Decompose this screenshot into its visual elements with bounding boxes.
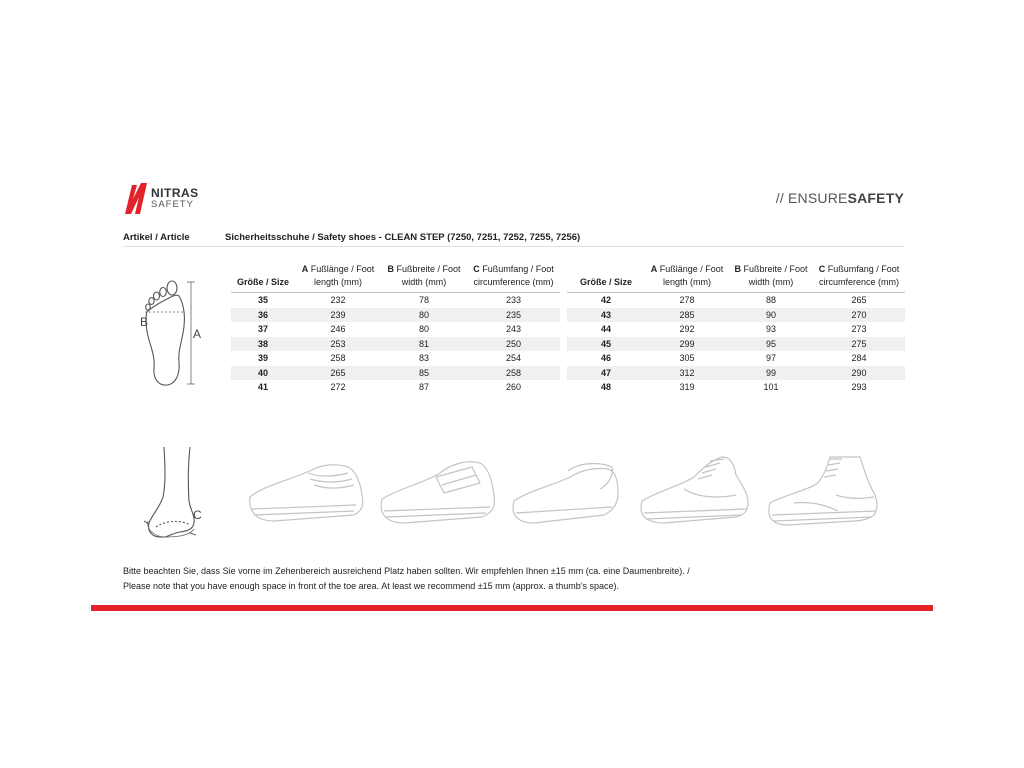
cell-width: 93 xyxy=(765,324,776,334)
toe-icon xyxy=(160,288,167,297)
cell-length: 319 xyxy=(679,382,695,392)
tagline xyxy=(776,190,904,206)
table-row xyxy=(231,380,560,395)
size-note xyxy=(123,564,690,594)
header-a: A Fußlänge / Foot length (mm) xyxy=(645,263,729,293)
note-de: Bitte beachten Sie, dass Sie vorne im Zehenbereich ausreichend Platz haben sollten. Wir empfehlen Ihnen ±15 mm (ca. eine Daumenbreite). / xyxy=(123,566,690,576)
cell-width: 85 xyxy=(381,366,467,381)
cell-length: 239 xyxy=(295,308,381,323)
article-value: Sicherheitsschuhe / Safety shoes - CLEAN STEP (7250, 7251, 7252, 7255, 7256) xyxy=(225,232,581,243)
cell-width: 83 xyxy=(418,353,429,363)
cell-circumference: 293 xyxy=(851,382,867,392)
brand-name: NITRAS xyxy=(151,186,199,200)
foot-sole-diagram xyxy=(133,278,211,390)
table-row xyxy=(567,308,905,323)
cell-length: 312 xyxy=(645,366,729,381)
brand-logo xyxy=(123,181,213,215)
tagline-bold: SAFETY xyxy=(847,190,904,206)
cell-circumference: 275 xyxy=(813,337,905,352)
cell-length: 278 xyxy=(679,295,695,305)
cell-width: 90 xyxy=(729,308,813,323)
cell-length: 285 xyxy=(645,308,729,323)
shoe-gallery xyxy=(244,455,904,540)
table-row xyxy=(231,337,560,352)
cell-length: 258 xyxy=(330,353,346,363)
label-c: C xyxy=(193,508,202,522)
cell-circumference: 254 xyxy=(505,353,522,363)
cell-circumference: 258 xyxy=(467,366,560,381)
lace-up-shoe-icon xyxy=(641,457,748,523)
cell-circumference: 265 xyxy=(851,295,867,305)
article-row xyxy=(123,232,905,247)
article-label: Artikel / Article xyxy=(123,232,190,243)
table-row xyxy=(231,293,560,308)
cell-length: 292 xyxy=(679,324,695,334)
cell-length: 232 xyxy=(330,295,346,305)
nitras-logo-mark xyxy=(123,181,149,215)
table-row xyxy=(231,322,560,337)
cell-width: 101 xyxy=(763,382,779,392)
toe-icon xyxy=(154,292,160,300)
tagline-prefix: // ENSURE xyxy=(775,190,848,206)
table-row xyxy=(567,337,905,352)
header-b: B Fußbreite / Foot width (mm) xyxy=(729,263,813,293)
cell-length: 253 xyxy=(295,337,381,352)
cell-circumference: 233 xyxy=(505,295,522,305)
cell-size: 41 xyxy=(257,382,268,392)
cell-width: 81 xyxy=(381,337,467,352)
cell-length: 265 xyxy=(295,366,381,381)
cell-width: 87 xyxy=(418,382,429,392)
slip-on-shoe-icon xyxy=(250,465,363,521)
cell-length: 272 xyxy=(330,382,346,392)
cell-size: 35 xyxy=(257,295,268,305)
header-c: C Fußumfang / Foot circumference (mm) xyxy=(467,263,560,293)
toe-icon xyxy=(149,298,154,305)
label-b: B xyxy=(140,315,149,329)
footer-red-bar xyxy=(91,605,933,611)
header-size: Größe / Size xyxy=(231,263,295,293)
cell-size: 36 xyxy=(231,308,295,323)
table-row xyxy=(231,366,560,381)
cell-size: 44 xyxy=(600,324,611,334)
cell-width: 80 xyxy=(418,324,429,334)
cell-size: 37 xyxy=(257,324,268,334)
cell-circumference: 284 xyxy=(851,353,867,363)
header-a: A Fußlänge / Foot length (mm) xyxy=(295,263,381,293)
cell-size: 48 xyxy=(600,382,611,392)
cell-circumference: 270 xyxy=(813,308,905,323)
cell-width: 99 xyxy=(729,366,813,381)
cell-length: 246 xyxy=(330,324,346,334)
cell-length: 305 xyxy=(679,353,695,363)
cell-size: 46 xyxy=(600,353,611,363)
cell-circumference: 235 xyxy=(467,308,560,323)
header-c: C Fußumfang / Foot circumference (mm) xyxy=(813,263,905,293)
label-a: A xyxy=(193,327,202,341)
cell-circumference: 273 xyxy=(851,324,867,334)
cell-width: 97 xyxy=(765,353,776,363)
table-row xyxy=(567,351,905,366)
table-row xyxy=(231,351,560,366)
brand-sub: SAFETY xyxy=(151,199,194,210)
table-row xyxy=(567,322,905,337)
cell-width: 78 xyxy=(418,295,429,305)
table-header-row xyxy=(567,263,905,293)
cell-size: 47 xyxy=(567,366,645,381)
cell-size: 45 xyxy=(567,337,645,352)
cell-length: 299 xyxy=(645,337,729,352)
cell-size: 38 xyxy=(231,337,295,352)
toe-big-icon xyxy=(167,281,177,295)
clog-shoe-icon xyxy=(513,464,618,523)
cell-width: 80 xyxy=(381,308,467,323)
strap-shoe-icon xyxy=(381,462,494,523)
ankle-boot-icon xyxy=(769,457,877,525)
size-table-right xyxy=(567,263,905,395)
cell-circumference: 290 xyxy=(813,366,905,381)
cell-size: 40 xyxy=(231,366,295,381)
table-row xyxy=(231,308,560,323)
foot-side-diagram xyxy=(138,445,214,545)
table-row xyxy=(567,366,905,381)
table-header-row xyxy=(231,263,560,293)
cell-size: 39 xyxy=(257,353,268,363)
table-row xyxy=(567,293,905,308)
size-table-left xyxy=(231,263,560,395)
note-en: Please note that you have enough space in front of the toe area. At least we recommend ±15 mm (approx. a thumb’s space). xyxy=(123,581,620,591)
cell-size: 42 xyxy=(600,295,611,305)
cell-circumference: 243 xyxy=(505,324,522,334)
cell-circumference: 260 xyxy=(505,382,522,392)
table-row xyxy=(567,380,905,395)
cell-size: 43 xyxy=(567,308,645,323)
cell-width: 88 xyxy=(765,295,776,305)
header-size: Größe / Size xyxy=(567,263,645,293)
cell-width: 95 xyxy=(729,337,813,352)
header-b: B Fußbreite / Foot width (mm) xyxy=(381,263,467,293)
cell-circumference: 250 xyxy=(467,337,560,352)
